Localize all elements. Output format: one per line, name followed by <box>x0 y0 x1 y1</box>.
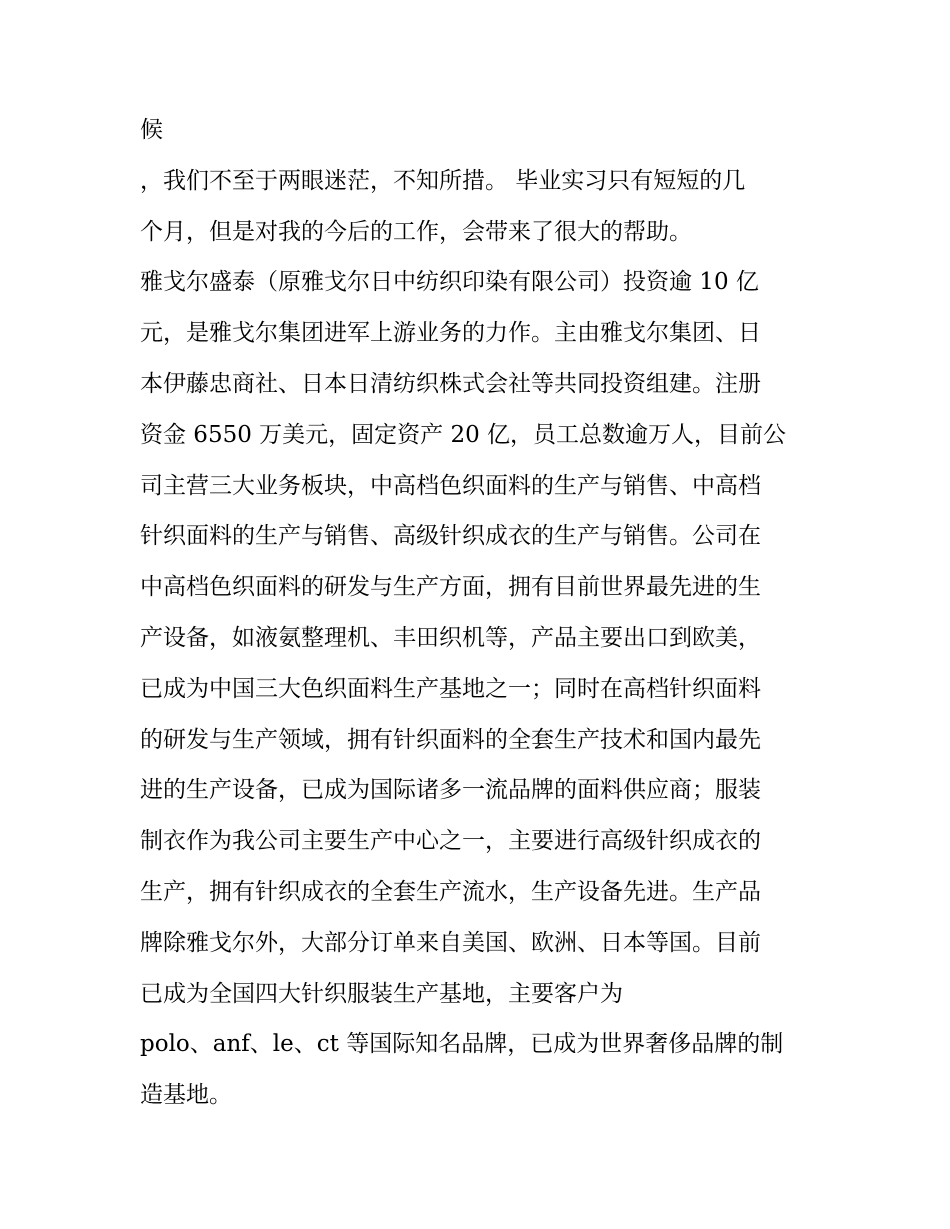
text-line: 生产，拥有针织成衣的全套生产流水，生产设备先进。生产品 <box>140 878 761 905</box>
text-line: 本伊藤忠商社、日本日清纺织株式会社等共同投资组建。注册 <box>140 370 761 397</box>
text-line: 已成为中国三大色织面料生产基地之一；同时在高档针织面料 <box>140 675 761 702</box>
text-line: 进的生产设备，已成为国际诸多一流品牌的面料供应商；服装 <box>140 777 761 804</box>
text-line: 候 <box>140 117 163 143</box>
text-line: polo、anf、le、ct 等国际知名品牌，已成为世界奢侈品牌的制 <box>140 1031 784 1058</box>
text-line: 制衣作为我公司主要生产中心之一，主要进行高级针织成衣的 <box>140 828 761 855</box>
text-line: 针织面料的生产与销售、高级针织成衣的生产与销售。公司在 <box>140 523 761 550</box>
text-line: 牌除雅戈尔外，大部分订单来自美国、欧洲、日本等国。目前 <box>140 929 761 956</box>
text-line: ，我们不至于两眼迷茫，不知所措。 毕业实习只有短短的几 <box>140 167 746 194</box>
text-line: 雅戈尔盛泰（原雅戈尔日中纺织印染有限公司）投资逾 10 亿 <box>140 269 759 296</box>
text-line: 的研发与生产领域，拥有针织面料的全套生产技术和国内最先 <box>140 726 761 753</box>
text-line: 元，是雅戈尔集团进军上游业务的力作。主由雅戈尔集团、日 <box>140 320 761 347</box>
text-line: 个月，但是对我的今后的工作，会带来了很大的帮助。 <box>140 218 692 245</box>
body-text <box>140 105 820 1121</box>
text-line: 资金 6550 万美元，固定资产 20 亿，员工总数逾万人，目前公 <box>140 421 787 448</box>
text-line: 产设备，如液氨整理机、丰田织机等，产品主要出口到欧美， <box>140 624 761 651</box>
text-line: 司主营三大业务板块，中高档色织面料的生产与销售、中高档 <box>140 472 761 499</box>
text-line: 已成为全国四大针织服装生产基地，主要客户为 <box>140 980 623 1007</box>
text-line: 造基地。 <box>140 1082 232 1109</box>
text-line: 中高档色织面料的研发与生产方面，拥有目前世界最先进的生 <box>140 574 761 601</box>
